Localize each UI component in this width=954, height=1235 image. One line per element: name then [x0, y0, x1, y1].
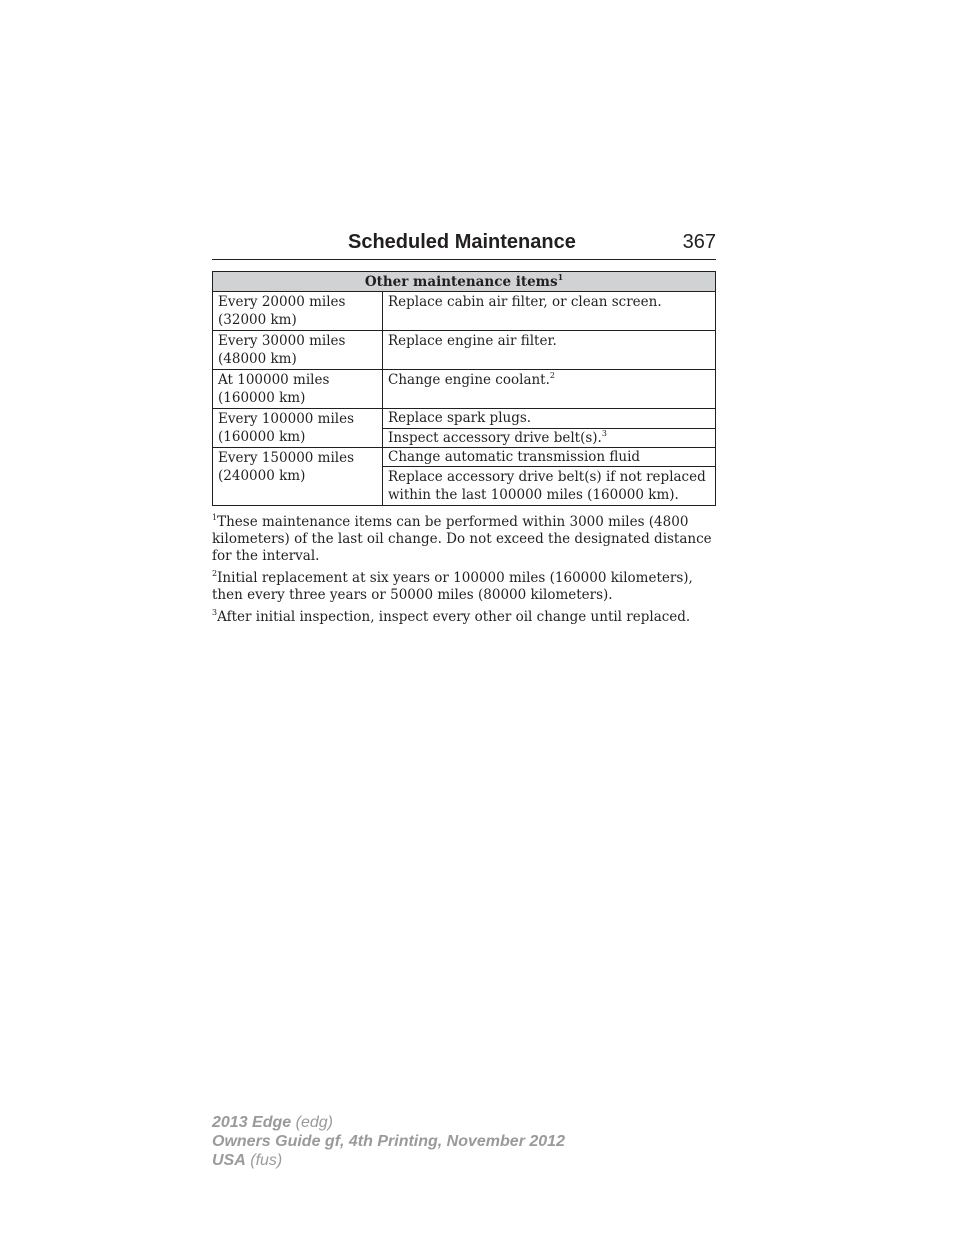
action-cell: Replace spark plugs. [383, 409, 716, 429]
action-cell: Replace cabin air filter, or clean screen. [383, 292, 716, 331]
page-footer [212, 1113, 565, 1170]
footnote-mark: 2 [212, 569, 218, 578]
footer-model: 2013 Edge [212, 1114, 292, 1131]
footer-market-code: (fus) [250, 1152, 283, 1169]
footnote-ref: 1 [557, 271, 564, 282]
footnote: $^2$Initial replacement at six years or 100000 miles (160000 kilometers), then every three years or 50000 miles (80000 kilometers). [212, 569, 693, 603]
interval-cell: At 100000 miles (160000 km) [213, 370, 383, 409]
action-cell: Replace engine air filter. [383, 331, 716, 370]
interval-cell: Every 30000 miles (48000 km) [213, 331, 383, 370]
footnote-mark: 1 [212, 513, 218, 522]
footer-guide: Owners Guide gf, 4th Printing, November 2012 [212, 1133, 565, 1150]
action-cell: Change automatic transmission fluid [383, 448, 716, 467]
table-row [213, 292, 716, 331]
page-number: 367 [682, 231, 716, 253]
footnote: $^1$These maintenance items can be performed within 3000 miles (4800 kilometers) of the last oil change. Do not exceed the designated distance for the interval. [212, 513, 712, 564]
footnotes [212, 514, 716, 631]
table-row [213, 409, 716, 429]
footer-market-line [212, 1151, 565, 1170]
footer-model-line [212, 1113, 565, 1132]
table-row [213, 331, 716, 370]
footer-market: USA [212, 1152, 246, 1169]
maintenance-table [212, 271, 716, 506]
table-header-row [213, 272, 716, 292]
interval-cell: Every 150000 miles (240000 km) [213, 448, 383, 506]
footnote-ref: 2 [549, 371, 555, 380]
interval-cell: Every 20000 miles (32000 km) [213, 292, 383, 331]
footnote-ref: 3 [601, 428, 607, 438]
action-cell: Inspect accessory drive belt(s).$^3$ [383, 428, 716, 448]
interval-cell: Every 100000 miles (160000 km) [213, 409, 383, 448]
table-row [213, 448, 716, 467]
table-row [213, 370, 716, 409]
footnote-mark: 3 [212, 608, 218, 617]
table-title: Other maintenance items$^1$ [213, 272, 716, 292]
page-header [212, 229, 716, 260]
footnote: $^3$After initial inspection, inspect every other oil change until replaced. [212, 608, 691, 625]
action-cell: Change engine coolant.$^2$ [383, 370, 716, 409]
action-cell: Replace accessory drive belt(s) if not replaced within the last 100000 miles (160000 km). [383, 467, 716, 506]
section-title: Scheduled Maintenance [348, 231, 576, 253]
footer-model-code: (edg) [295, 1114, 333, 1131]
